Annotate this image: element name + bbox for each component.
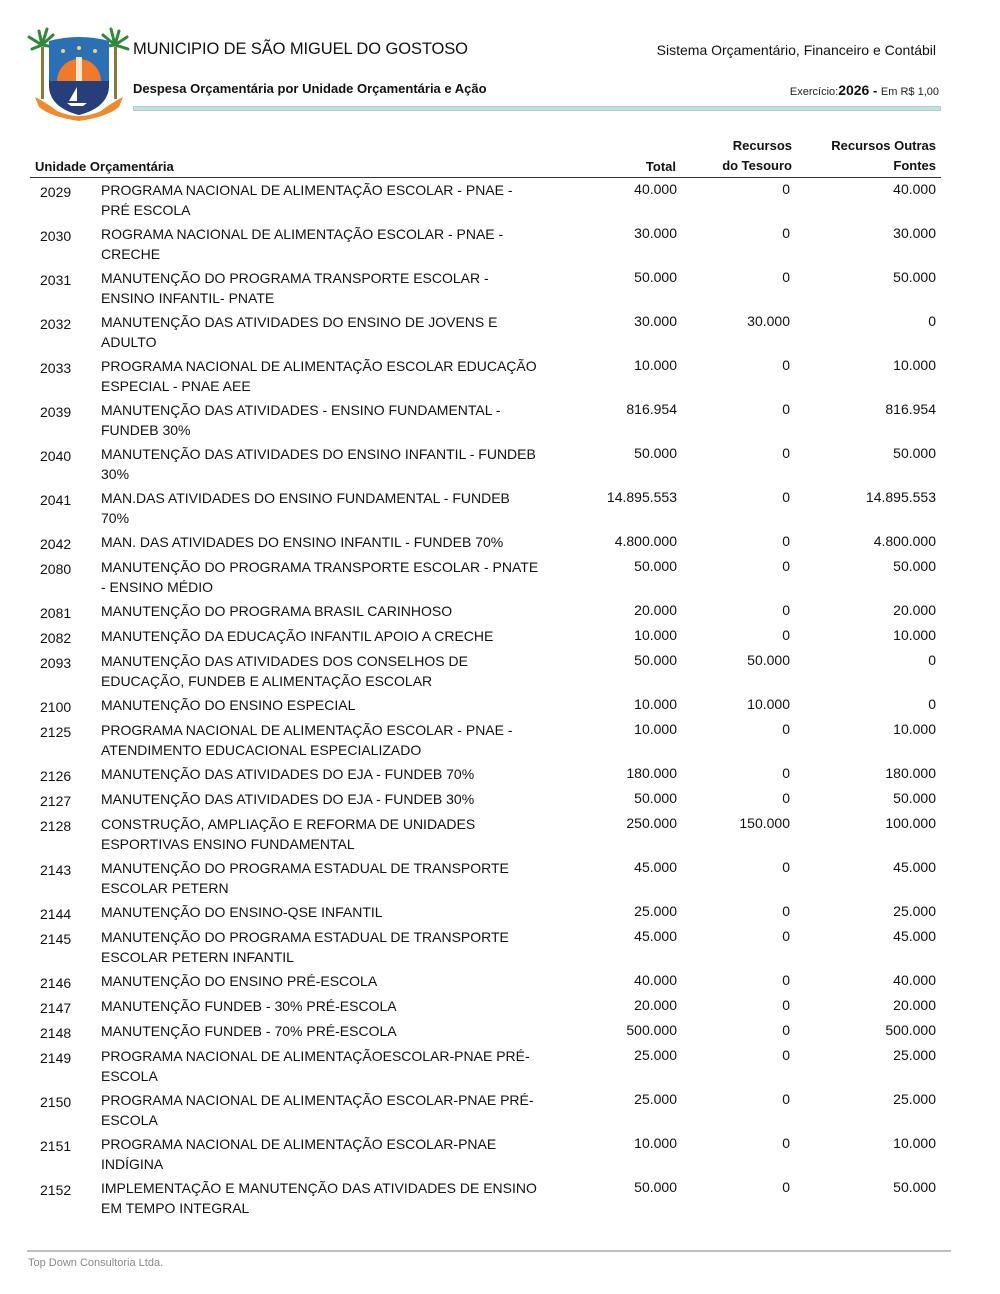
row-treasury-resources: 0: [782, 558, 790, 574]
row-description: PROGRAMA NACIONAL DE ALIMENTAÇÃO ESCOLAR-PNAE INDÍGINA: [101, 1136, 497, 1172]
row-treasury-resources: 0: [782, 972, 790, 988]
row-other-resources: 4.800.000: [873, 533, 936, 549]
row-other-resources: 10.000: [893, 357, 936, 373]
row-code: 2145: [40, 931, 72, 947]
currency-note: Em R$ 1,00: [880, 86, 939, 98]
row-total: 20.000: [634, 997, 677, 1013]
table-row: [0, 995, 1000, 1020]
row-treasury-resources: 0: [782, 1091, 790, 1107]
row-treasury-resources: 0: [782, 997, 790, 1013]
row-total: 10.000: [634, 357, 677, 373]
table-row: [0, 1020, 1000, 1045]
row-total: 30.000: [634, 225, 677, 241]
system-name: Sistema Orçamentário, Financeiro e Contábil: [656, 42, 936, 58]
row-other-resources: 50.000: [893, 790, 936, 806]
row-treasury-resources: 0: [782, 1179, 790, 1195]
row-other-resources: 10.000: [893, 627, 936, 643]
row-description: IMPLEMENTAÇÃO E MANUTENÇÃO DAS ATIVIDADES DE ENSINO EM TEMPO INTEGRAL: [101, 1180, 537, 1216]
row-description: MANUTENÇÃO DO ENSINO-QSE INFANTIL: [101, 904, 383, 920]
row-treasury-resources: 0: [782, 790, 790, 806]
row-code: 2033: [40, 360, 72, 376]
row-other-resources: 0: [928, 696, 936, 712]
row-total: 25.000: [634, 1091, 677, 1107]
row-description: MANUTENÇÃO DAS ATIVIDADES DO EJA - FUNDEB 70%: [101, 766, 475, 782]
row-other-resources: 0: [928, 652, 936, 668]
row-other-resources: 0: [928, 313, 936, 329]
row-other-resources: 10.000: [893, 1135, 936, 1151]
table-row: [0, 788, 1000, 813]
column-header-unit: Unidade Orçamentária: [35, 159, 174, 174]
row-treasury-resources: 0: [782, 401, 790, 417]
row-description: PROGRAMA NACIONAL DE ALIMENTAÇÃO ESCOLAR - PNAE - PRÉ ESCOLA: [101, 182, 513, 218]
row-code: 2147: [40, 1000, 72, 1016]
row-total: 40.000: [634, 972, 677, 988]
footer-company: Top Down Consultoria Ltda.: [28, 1257, 164, 1269]
table-row: [0, 1133, 1000, 1177]
row-total: 50.000: [634, 558, 677, 574]
row-description: MANUTENÇÃO DA EDUCAÇÃO INFANTIL APOIO A CRECHE: [101, 628, 494, 644]
table-row: [0, 487, 1000, 531]
table-row: [0, 443, 1000, 487]
table-row: [0, 1045, 1000, 1089]
row-code: 2031: [40, 272, 72, 288]
row-treasury-resources: 0: [782, 533, 790, 549]
footer-rule: [27, 1250, 951, 1252]
row-treasury-resources: 0: [782, 859, 790, 875]
column-header-total: Total: [645, 159, 676, 174]
row-total: 45.000: [634, 859, 677, 875]
row-treasury-resources: 150.000: [739, 815, 790, 831]
row-total: 4.800.000: [614, 533, 677, 549]
table-row: [0, 857, 1000, 901]
row-treasury-resources: 50.000: [747, 652, 790, 668]
table-row: [0, 650, 1000, 694]
row-other-resources: 100.000: [885, 815, 936, 831]
row-other-resources: 45.000: [893, 928, 936, 944]
row-total: 10.000: [634, 696, 677, 712]
row-description: MANUTENÇÃO DO PROGRAMA TRANSPORTE ESCOLAR - PNATE - ENSINO MÉDIO: [101, 559, 539, 595]
row-description: MANUTENÇÃO DAS ATIVIDADES DO EJA - FUNDEB 30%: [101, 791, 475, 807]
row-code: 2093: [40, 655, 72, 671]
row-code: 2080: [40, 561, 72, 577]
exercise-dash: -: [869, 83, 881, 98]
row-code: 2125: [40, 724, 72, 740]
row-total: 14.895.553: [606, 489, 677, 505]
row-code: 2143: [40, 862, 72, 878]
table-row: [0, 901, 1000, 926]
row-treasury-resources: 0: [782, 928, 790, 944]
row-other-resources: 50.000: [893, 445, 936, 461]
header-separator: [133, 106, 941, 111]
table-row: [0, 556, 1000, 600]
row-treasury-resources: 30.000: [747, 313, 790, 329]
row-other-resources: 20.000: [893, 602, 936, 618]
table-row: [0, 355, 1000, 399]
column-header-other-line2: Fontes: [893, 158, 936, 173]
table-row: [0, 970, 1000, 995]
column-header-treasury-line2: do Tesouro: [722, 158, 792, 173]
row-description: MANUTENÇÃO FUNDEB - 70% PRÉ-ESCOLA: [101, 1023, 397, 1039]
row-code: 2127: [40, 793, 72, 809]
row-total: 50.000: [634, 1179, 677, 1195]
row-other-resources: 50.000: [893, 558, 936, 574]
row-other-resources: 40.000: [893, 972, 936, 988]
exercise-info: [790, 82, 939, 98]
row-other-resources: 25.000: [893, 1091, 936, 1107]
row-code: 2081: [40, 605, 72, 621]
row-description: MANUTENÇÃO DO PROGRAMA TRANSPORTE ESCOLAR - ENSINO INFANTIL- PNATE: [101, 270, 489, 306]
row-total: 40.000: [634, 181, 677, 197]
row-description: MANUTENÇÃO FUNDEB - 30% PRÉ-ESCOLA: [101, 998, 397, 1014]
row-total: 180.000: [626, 765, 677, 781]
municipality-name: MUNICIPIO DE SÃO MIGUEL DO GOSTOSO: [133, 40, 468, 58]
row-code: 2030: [40, 228, 72, 244]
row-description: MANUTENÇÃO DAS ATIVIDADES DOS CONSELHOS DE EDUCAÇÃO, FUNDEB E ALIMENTAÇÃO ESCOLAR: [101, 653, 468, 689]
municipal-coat-of-arms-icon: [27, 27, 131, 123]
table-row: [0, 399, 1000, 443]
table-header-rule: [30, 177, 941, 178]
row-code: 2126: [40, 768, 72, 784]
row-treasury-resources: 0: [782, 181, 790, 197]
table-row: [0, 926, 1000, 970]
row-description: MAN.DAS ATIVIDADES DO ENSINO FUNDAMENTAL - FUNDEB 70%: [101, 490, 510, 526]
row-total: 50.000: [634, 269, 677, 285]
row-description: MANUTENÇÃO DO PROGRAMA ESTADUAL DE TRANSPORTE ESCOLAR PETERN INFANTIL: [101, 929, 509, 965]
row-other-resources: 50.000: [893, 269, 936, 285]
row-other-resources: 10.000: [893, 721, 936, 737]
table-row: [0, 267, 1000, 311]
row-total: 25.000: [634, 1047, 677, 1063]
row-treasury-resources: 0: [782, 357, 790, 373]
table-header: [0, 136, 1000, 178]
table-row: [0, 625, 1000, 650]
row-other-resources: 45.000: [893, 859, 936, 875]
table-row: [0, 179, 1000, 223]
table-row: [0, 1177, 1000, 1221]
row-treasury-resources: 0: [782, 445, 790, 461]
column-header-other-line1: Recursos Outras: [831, 138, 936, 153]
row-treasury-resources: 0: [782, 1047, 790, 1063]
row-total: 50.000: [634, 652, 677, 668]
column-header-other-sources: [831, 136, 936, 176]
row-other-resources: 816.954: [885, 401, 936, 417]
row-description: CONSTRUÇÃO, AMPLIAÇÃO E REFORMA DE UNIDADES ESPORTIVAS ENSINO FUNDAMENTAL: [101, 816, 476, 852]
row-description: PROGRAMA NACIONAL DE ALIMENTAÇÃOESCOLAR-PNAE PRÉ-ESCOLA: [101, 1048, 530, 1084]
row-code: 2144: [40, 906, 72, 922]
row-description: MANUTENÇÃO DAS ATIVIDADES - ENSINO FUNDAMENTAL - FUNDEB 30%: [101, 402, 501, 438]
column-header-treasury: [722, 136, 792, 176]
row-code: 2040: [40, 448, 72, 464]
row-code: 2100: [40, 699, 72, 715]
row-total: 250.000: [626, 815, 677, 831]
row-code: 2146: [40, 975, 72, 991]
row-other-resources: 50.000: [893, 1179, 936, 1195]
table-body: [0, 179, 1000, 1221]
row-description: MANUTENÇÃO DO ENSINO ESPECIAL: [101, 697, 356, 713]
row-other-resources: 30.000: [893, 225, 936, 241]
row-treasury-resources: 0: [782, 765, 790, 781]
row-total: 10.000: [634, 627, 677, 643]
row-treasury-resources: 0: [782, 269, 790, 285]
row-other-resources: 40.000: [893, 181, 936, 197]
row-total: 500.000: [626, 1022, 677, 1038]
row-description: PROGRAMA NACIONAL DE ALIMENTAÇÃO ESCOLAR-PNAE PRÉ-ESCOLA: [101, 1092, 534, 1128]
row-treasury-resources: 0: [782, 1022, 790, 1038]
row-total: 20.000: [634, 602, 677, 618]
row-total: 45.000: [634, 928, 677, 944]
row-total: 50.000: [634, 790, 677, 806]
row-code: 2151: [40, 1138, 72, 1154]
row-code: 2128: [40, 818, 72, 834]
row-code: 2082: [40, 630, 72, 646]
table-row: [0, 600, 1000, 625]
row-description: PROGRAMA NACIONAL DE ALIMENTAÇÃO ESCOLAR EDUCAÇÃO ESPECIAL - PNAE AEE: [101, 358, 537, 394]
row-total: 25.000: [634, 903, 677, 919]
row-other-resources: 20.000: [893, 997, 936, 1013]
row-other-resources: 25.000: [893, 1047, 936, 1063]
row-treasury-resources: 0: [782, 489, 790, 505]
row-code: 2039: [40, 404, 72, 420]
table-row: [0, 531, 1000, 556]
row-total: 50.000: [634, 445, 677, 461]
row-treasury-resources: 0: [782, 903, 790, 919]
row-total: 30.000: [634, 313, 677, 329]
row-description: ROGRAMA NACIONAL DE ALIMENTAÇÃO ESCOLAR - PNAE - CRECHE: [101, 226, 504, 262]
row-other-resources: 14.895.553: [865, 489, 936, 505]
row-code: 2042: [40, 536, 72, 552]
row-code: 2149: [40, 1050, 72, 1066]
row-treasury-resources: 0: [782, 721, 790, 737]
row-treasury-resources: 0: [782, 627, 790, 643]
row-code: 2152: [40, 1182, 72, 1198]
row-treasury-resources: 0: [782, 602, 790, 618]
row-code: 2148: [40, 1025, 72, 1041]
table-row: [0, 763, 1000, 788]
row-treasury-resources: 0: [782, 225, 790, 241]
row-description: MANUTENÇÃO DAS ATIVIDADES DO ENSINO INFANTIL - FUNDEB 30%: [101, 446, 536, 482]
row-treasury-resources: 10.000: [747, 696, 790, 712]
row-description: MANUTENÇÃO DO ENSINO PRÉ-ESCOLA: [101, 973, 378, 989]
table-row: [0, 223, 1000, 267]
row-total: 10.000: [634, 1135, 677, 1151]
row-description: MANUTENÇÃO DO PROGRAMA BRASIL CARINHOSO: [101, 603, 453, 619]
row-description: MAN. DAS ATIVIDADES DO ENSINO INFANTIL - FUNDEB 70%: [101, 534, 504, 550]
exercise-label: Exercício:: [789, 86, 839, 98]
row-other-resources: 180.000: [885, 765, 936, 781]
row-description: PROGRAMA NACIONAL DE ALIMENTAÇÃO ESCOLAR - PNAE - ATENDIMENTO EDUCACIONAL ESPECIALIZADO: [101, 722, 513, 758]
row-treasury-resources: 0: [782, 1135, 790, 1151]
table-row: [0, 719, 1000, 763]
row-total: 10.000: [634, 721, 677, 737]
table-row: [0, 813, 1000, 857]
table-row: [0, 694, 1000, 719]
row-code: 2029: [40, 184, 72, 200]
row-description: MANUTENÇÃO DAS ATIVIDADES DO ENSINO DE JOVENS E ADULTO: [101, 314, 498, 350]
row-other-resources: 500.000: [885, 1022, 936, 1038]
table-row: [0, 1089, 1000, 1133]
row-total: 816.954: [626, 401, 677, 417]
row-code: 2150: [40, 1094, 72, 1110]
report-title: Despesa Orçamentária por Unidade Orçamentária e Ação: [133, 81, 487, 96]
column-header-treasury-line1: Recursos: [732, 138, 792, 153]
row-code: 2041: [40, 492, 72, 508]
table-row: [0, 311, 1000, 355]
row-description: MANUTENÇÃO DO PROGRAMA ESTADUAL DE TRANSPORTE ESCOLAR PETERN: [101, 860, 509, 896]
exercise-year: 2026: [838, 82, 870, 98]
row-other-resources: 25.000: [893, 903, 936, 919]
row-code: 2032: [40, 316, 72, 332]
